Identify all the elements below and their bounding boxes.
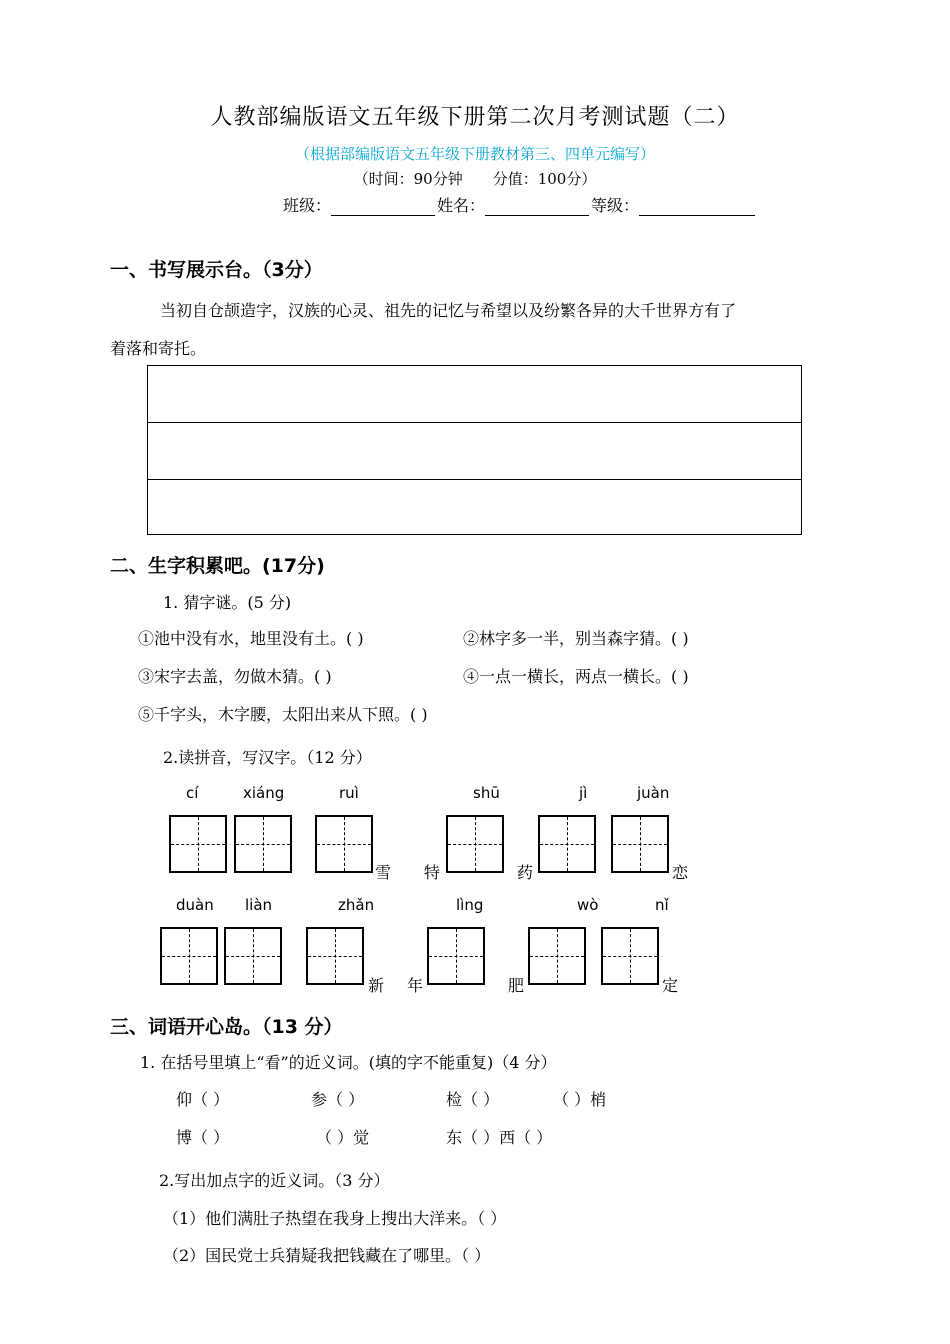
writing-grid[interactable] [446,815,504,873]
fill-item: （ ）觉 [316,1128,370,1147]
riddle-2: ②林字多一半，别当森字猜。( ) [463,629,689,648]
pinyin-label: jì [579,784,588,802]
pinyin-label: zhǎn [338,896,375,914]
synonym-item: （2）国民党士兵猜疑我把钱藏在了哪里。（ ） [163,1246,491,1265]
given-char: 雪 [375,863,392,882]
fill-item: 参（ ） [311,1090,365,1109]
given-char: 年 [407,976,424,995]
time-score-line [0,168,950,189]
class-blank[interactable] [331,199,435,216]
section1-text-line1: 当初自仓颉造字，汉族的心灵、祖先的记忆与希望以及纷繁各异的大千世界方有了 [160,301,737,320]
writing-box[interactable] [147,365,802,535]
synonym-item: （1）他们满肚子热望在我身上搜出大洋来。（ ） [163,1209,507,1228]
page-title: 人教部编版语文五年级下册第二次月考测试题（二） [210,105,740,130]
writing-grid[interactable] [611,815,669,873]
section1-heading: 一、书写展示台。（3分） [110,259,323,281]
time-text: （时间：90分钟 [353,170,463,188]
given-char: 恋 [672,863,689,882]
riddle-5: ⑤千字头，木字腰，太阳出来从下照。( ) [138,705,428,724]
pinyin-label: juàn [637,784,670,802]
grade-label: 等级： [591,196,640,215]
fill-item: 检（ ） [446,1090,500,1109]
writing-line[interactable] [148,366,801,423]
score-text: 分值：100分） [492,170,597,188]
writing-grid[interactable] [306,927,364,985]
name-blank[interactable] [485,199,589,216]
section2-q1-title: 1. 猜字谜。(5 分) [163,593,292,612]
writing-line[interactable] [148,423,801,480]
grade-blank[interactable] [639,199,755,216]
writing-grid[interactable] [528,927,586,985]
section2-q2-title: 2.读拼音，写汉字。（12 分） [163,748,372,767]
given-char: 药 [517,863,534,882]
writing-line[interactable] [148,480,801,536]
pinyin-label: duàn [176,896,214,914]
given-char: 定 [662,976,679,995]
pinyin-label: cí [186,784,199,802]
writing-grid[interactable] [427,927,485,985]
page-subtitle: （根据部编版语文五年级下册教材第三、四单元编写） [294,145,655,163]
writing-grid[interactable] [315,815,373,873]
info-line [283,193,757,216]
section3-q2-title: 2.写出加点字的近义词。（3 分） [159,1171,390,1190]
given-char: 特 [424,863,441,882]
pinyin-label: xiáng [243,784,285,802]
writing-grid[interactable] [538,815,596,873]
riddle-1: ①池中没有水，地里没有土。( ) [138,629,364,648]
pinyin-label: shū [473,784,500,802]
writing-grid[interactable] [160,927,218,985]
fill-item: （ ）梢 [553,1090,607,1109]
writing-grid[interactable] [169,815,227,873]
riddle-3: ③宋字去盖，勿做木猜。( ) [138,667,332,686]
pinyin-label: liàn [245,896,273,914]
name-label: 姓名： [437,196,486,215]
writing-grid[interactable] [234,815,292,873]
section2-heading: 二、生字积累吧。(17分) [110,555,325,577]
given-char: 肥 [508,976,525,995]
writing-grid[interactable] [224,927,282,985]
pinyin-label: wò [577,896,599,914]
fill-item: 东（ ）西（ ） [446,1128,553,1147]
pinyin-label: lìng [456,896,484,914]
fill-item: 博（ ） [176,1128,230,1147]
section3-heading: 三、词语开心岛。（13 分） [110,1016,343,1038]
given-char: 新 [368,976,385,995]
section1-text-line2: 着落和寄托。 [110,339,207,358]
writing-grid[interactable] [601,927,659,985]
section3-q1-title: 1. 在括号里填上“看”的近义词。(填的字不能重复)（4 分） [140,1053,557,1072]
pinyin-label: ruì [339,784,359,802]
pinyin-label: nǐ [655,896,669,914]
class-label: 班级： [283,196,332,215]
fill-item: 仰（ ） [176,1090,230,1109]
riddle-4: ④一点一横长，两点一横长。( ) [463,667,689,686]
